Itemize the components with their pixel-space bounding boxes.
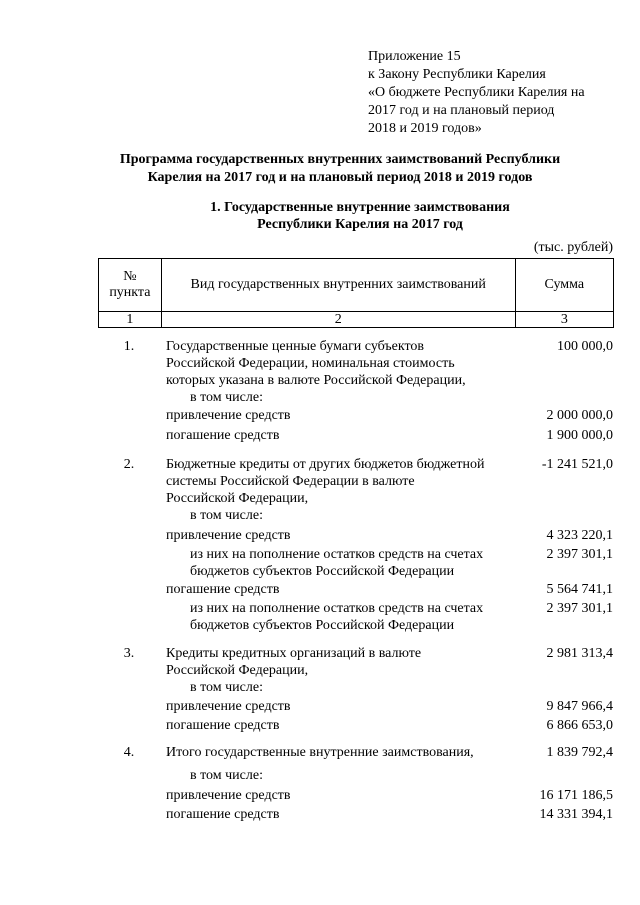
appendix-line: 2017 год и на плановый период <box>368 103 555 118</box>
item-amount: 2 981 313,4 <box>546 646 613 661</box>
repay-amount: 14 331 394,1 <box>539 807 613 822</box>
appendix-line: Приложение 15 <box>368 49 461 64</box>
sub-amount: 2 397 301,1 <box>546 601 613 616</box>
repay-amount: 1 900 000,0 <box>546 428 613 443</box>
desc-line: Итого государственные внутренние заимствования, <box>166 745 474 760</box>
desc-line: системы Российской Федерации в валюте <box>166 474 415 489</box>
sub-amount: 2 397 301,1 <box>546 547 613 562</box>
column-number: 2 <box>161 312 515 328</box>
item-description <box>166 456 516 524</box>
units-label: (тыс. рублей) <box>533 240 613 255</box>
section-heading <box>130 199 590 233</box>
item-number: 1. <box>123 339 135 354</box>
attract-amount: 4 323 220,1 <box>546 528 613 543</box>
item-description <box>166 744 516 784</box>
desc-line: Кредиты кредитных организаций в валюте <box>166 646 422 661</box>
appendix-header <box>368 48 585 138</box>
attract-amount: 2 000 000,0 <box>546 408 613 423</box>
section-line: 1. Государственные внутренние заимствования <box>210 200 510 215</box>
appendix-line: 2018 и 2019 годов» <box>368 121 482 136</box>
column-number: 3 <box>515 312 613 328</box>
repay-label: погашение средств <box>166 428 280 443</box>
header-row <box>99 259 614 312</box>
item-amount: 1 839 792,4 <box>546 745 613 760</box>
column-numbers-row <box>99 312 614 328</box>
desc-line: бюджетов субъектов Российской Федерации <box>190 564 455 579</box>
attract-label: привлечение средств <box>166 699 291 714</box>
item-number: 2. <box>123 457 135 472</box>
desc-line: в том числе: <box>190 680 263 695</box>
sub-description <box>166 546 516 580</box>
item-number: 3. <box>123 646 135 661</box>
col-number-label: пункта <box>109 285 151 300</box>
title-line: Карелия на 2017 год и на плановый период 2018 и 2019 годов <box>147 170 533 185</box>
desc-line: в том числе: <box>190 508 263 523</box>
attract-amount: 16 171 186,5 <box>539 788 613 803</box>
attract-label: привлечение средств <box>166 788 291 803</box>
attract-amount: 9 847 966,4 <box>546 699 613 714</box>
attract-label: привлечение средств <box>166 528 291 543</box>
repay-label: погашение средств <box>166 582 280 597</box>
item-amount: 100 000,0 <box>557 339 613 354</box>
item-description <box>166 338 516 406</box>
col-sum-header: Сумма <box>515 259 613 312</box>
desc-line: в том числе: <box>190 768 263 783</box>
table-header <box>98 258 614 328</box>
column-number: 1 <box>99 312 162 328</box>
attract-label: привлечение средств <box>166 408 291 423</box>
desc-line: Российской Федерации, номинальная стоимость <box>166 356 455 371</box>
item-amount: -1 241 521,0 <box>541 457 613 472</box>
item-description <box>166 645 516 696</box>
desc-line: Российской Федерации, <box>166 491 309 506</box>
section-line: Республики Карелия на 2017 год <box>257 217 463 232</box>
desc-line: которых указана в валюте Российской Федерации, <box>166 373 466 388</box>
appendix-line: «О бюджете Республики Карелия на <box>368 85 585 100</box>
desc-line: Бюджетные кредиты от других бюджетов бюджетной <box>166 457 485 472</box>
col-number-symbol: № <box>123 269 137 284</box>
desc-line: из них на пополнение остатков средств на счетах <box>190 547 484 562</box>
document-title <box>100 151 580 187</box>
sub-description <box>166 600 516 634</box>
item-number: 4. <box>123 745 135 760</box>
repay-label: погашение средств <box>166 807 280 822</box>
desc-line: в том числе: <box>190 390 263 405</box>
col-type-header: Вид государственных внутренних заимствований <box>161 259 515 312</box>
desc-line: Государственные ценные бумаги субъектов <box>166 339 425 354</box>
desc-line: из них на пополнение остатков средств на счетах <box>190 601 484 616</box>
appendix-line: к Закону Республики Карелия <box>368 67 546 82</box>
repay-amount: 5 564 741,1 <box>546 582 613 597</box>
desc-line: Российской Федерации, <box>166 663 309 678</box>
title-line: Программа государственных внутренних заимствований Республики <box>119 152 561 167</box>
desc-line: бюджетов субъектов Российской Федерации <box>190 618 455 633</box>
repay-label: погашение средств <box>166 718 280 733</box>
repay-amount: 6 866 653,0 <box>546 718 613 733</box>
col-number-header <box>99 259 162 312</box>
